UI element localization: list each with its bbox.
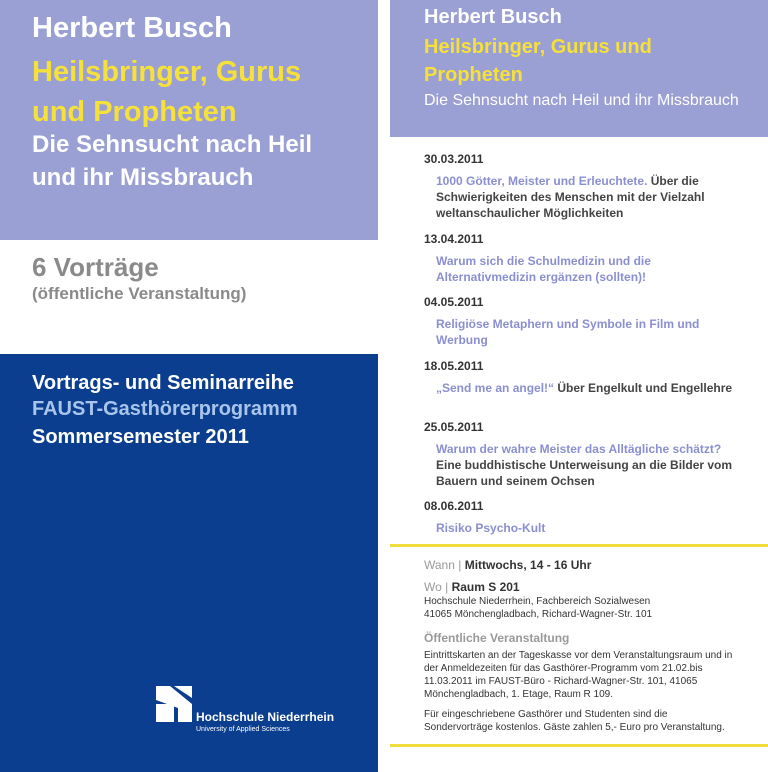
event-description (436, 520, 746, 536)
where-line (424, 579, 764, 595)
logo-name: Hochschule Niederrhein (196, 710, 335, 724)
when-line (424, 557, 764, 573)
right-subtitle: Die Sehnsucht nach Heil und ihr Missbrauch (424, 92, 739, 109)
left-subtitle: Die Sehnsucht nach Heil und ihr Missbrauch (32, 131, 313, 191)
event-title: Warum sich die Schulmedizin und die Alternativmedizin ergänzen (sollten)! (436, 254, 651, 284)
public-heading: Öffentliche Veranstaltung (424, 631, 570, 645)
event-description (436, 380, 746, 396)
series-line-1: Vortrags- und Seminarreihe (32, 372, 294, 394)
event-title: „Send me an angel!“ (436, 381, 555, 395)
event-item (424, 420, 764, 489)
series-line-2: FAUST-Gasthörerprogramm (32, 398, 298, 420)
venue-info (424, 557, 764, 734)
logo-tagline: University of Applied Sciences (196, 726, 290, 733)
public-text: Eintrittskarten an der Tageskasse vor dem Veranstaltungsraum und in der Anmeldezeiten für das Gasthörer-Programm vom 21.02.bis 11.03.2011 im FAUST-Büro - Richard-Wagner-Str. 101, 41065 Mönchengladbach, 1. Etage, Raum R 109. (424, 650, 733, 700)
divider-top (390, 544, 768, 547)
event-date: 08.06.2011 (424, 499, 484, 513)
event-title: Risiko Psycho-Kult (436, 521, 546, 535)
address-line-2: 41065 Mönchengladbach, Richard-Wagner-Str. 101 (424, 609, 653, 620)
where-value: Raum S 201 (448, 580, 520, 594)
event-description (436, 253, 746, 285)
lecture-note: (öffentliche Veranstaltung) (32, 284, 247, 303)
event-item (424, 359, 764, 396)
event-detail: Über Engelkult und Engellehre (554, 381, 733, 395)
event-date: 13.04.2011 (424, 232, 484, 246)
when-value: Mittwochs, 14 - 16 Uhr (461, 558, 592, 572)
right-title: Heilsbringer, Gurus und Propheten (424, 36, 652, 86)
left-title-block (0, 0, 378, 240)
right-title-block (390, 0, 768, 137)
event-item (424, 295, 764, 348)
event-date: 25.05.2011 (424, 420, 484, 434)
address-line-1: Hochschule Niederrhein, Fachbereich Sozialwesen (424, 596, 651, 607)
event-title: Religiöse Metaphern und Symbole in Film und Werbung (436, 317, 700, 347)
students-text: Für eingeschriebene Gasthörer und Studenten sind die Sondervorträge kostenlos. Gäste zahlen 5,- Euro pro Veranstaltung. (424, 709, 725, 733)
lecture-count: 6 Vorträge (32, 252, 159, 282)
event-detail: Über die Schwierigkeiten des Menschen mit der Vielzahl weltanschaulicher Möglichkeiten (436, 174, 705, 220)
left-author: Herbert Busch (32, 12, 232, 44)
event-description (436, 173, 746, 221)
event-date: 18.05.2011 (424, 359, 484, 373)
event-detail: Eine buddhistische Unterweisung an die Bilder vom Bauern und seinem Ochsen (436, 458, 733, 488)
left-title: Heilsbringer, Gurus und Propheten (32, 56, 302, 128)
lecture-info-block (0, 240, 378, 354)
series-line-3: Sommersemester 2011 (32, 426, 249, 448)
event-date: 04.05.2011 (424, 295, 484, 309)
event-item (424, 152, 764, 221)
event-description (436, 316, 746, 348)
event-description (436, 441, 746, 489)
divider-bottom (390, 744, 768, 747)
right-author: Herbert Busch (424, 6, 562, 28)
event-title: 1000 Götter, Meister und Erleuchtete. (436, 174, 648, 188)
university-logo (156, 686, 356, 736)
event-item (424, 499, 764, 536)
left-panel (0, 0, 378, 772)
event-date: 30.03.2011 (424, 152, 484, 166)
when-label: Wann | (424, 558, 462, 572)
university-logo-icon (156, 686, 192, 722)
where-label: Wo | (424, 580, 449, 594)
event-title: Warum der wahre Meister das Alltägliche schätzt? (436, 442, 722, 456)
right-panel (390, 0, 768, 772)
event-item (424, 232, 764, 285)
